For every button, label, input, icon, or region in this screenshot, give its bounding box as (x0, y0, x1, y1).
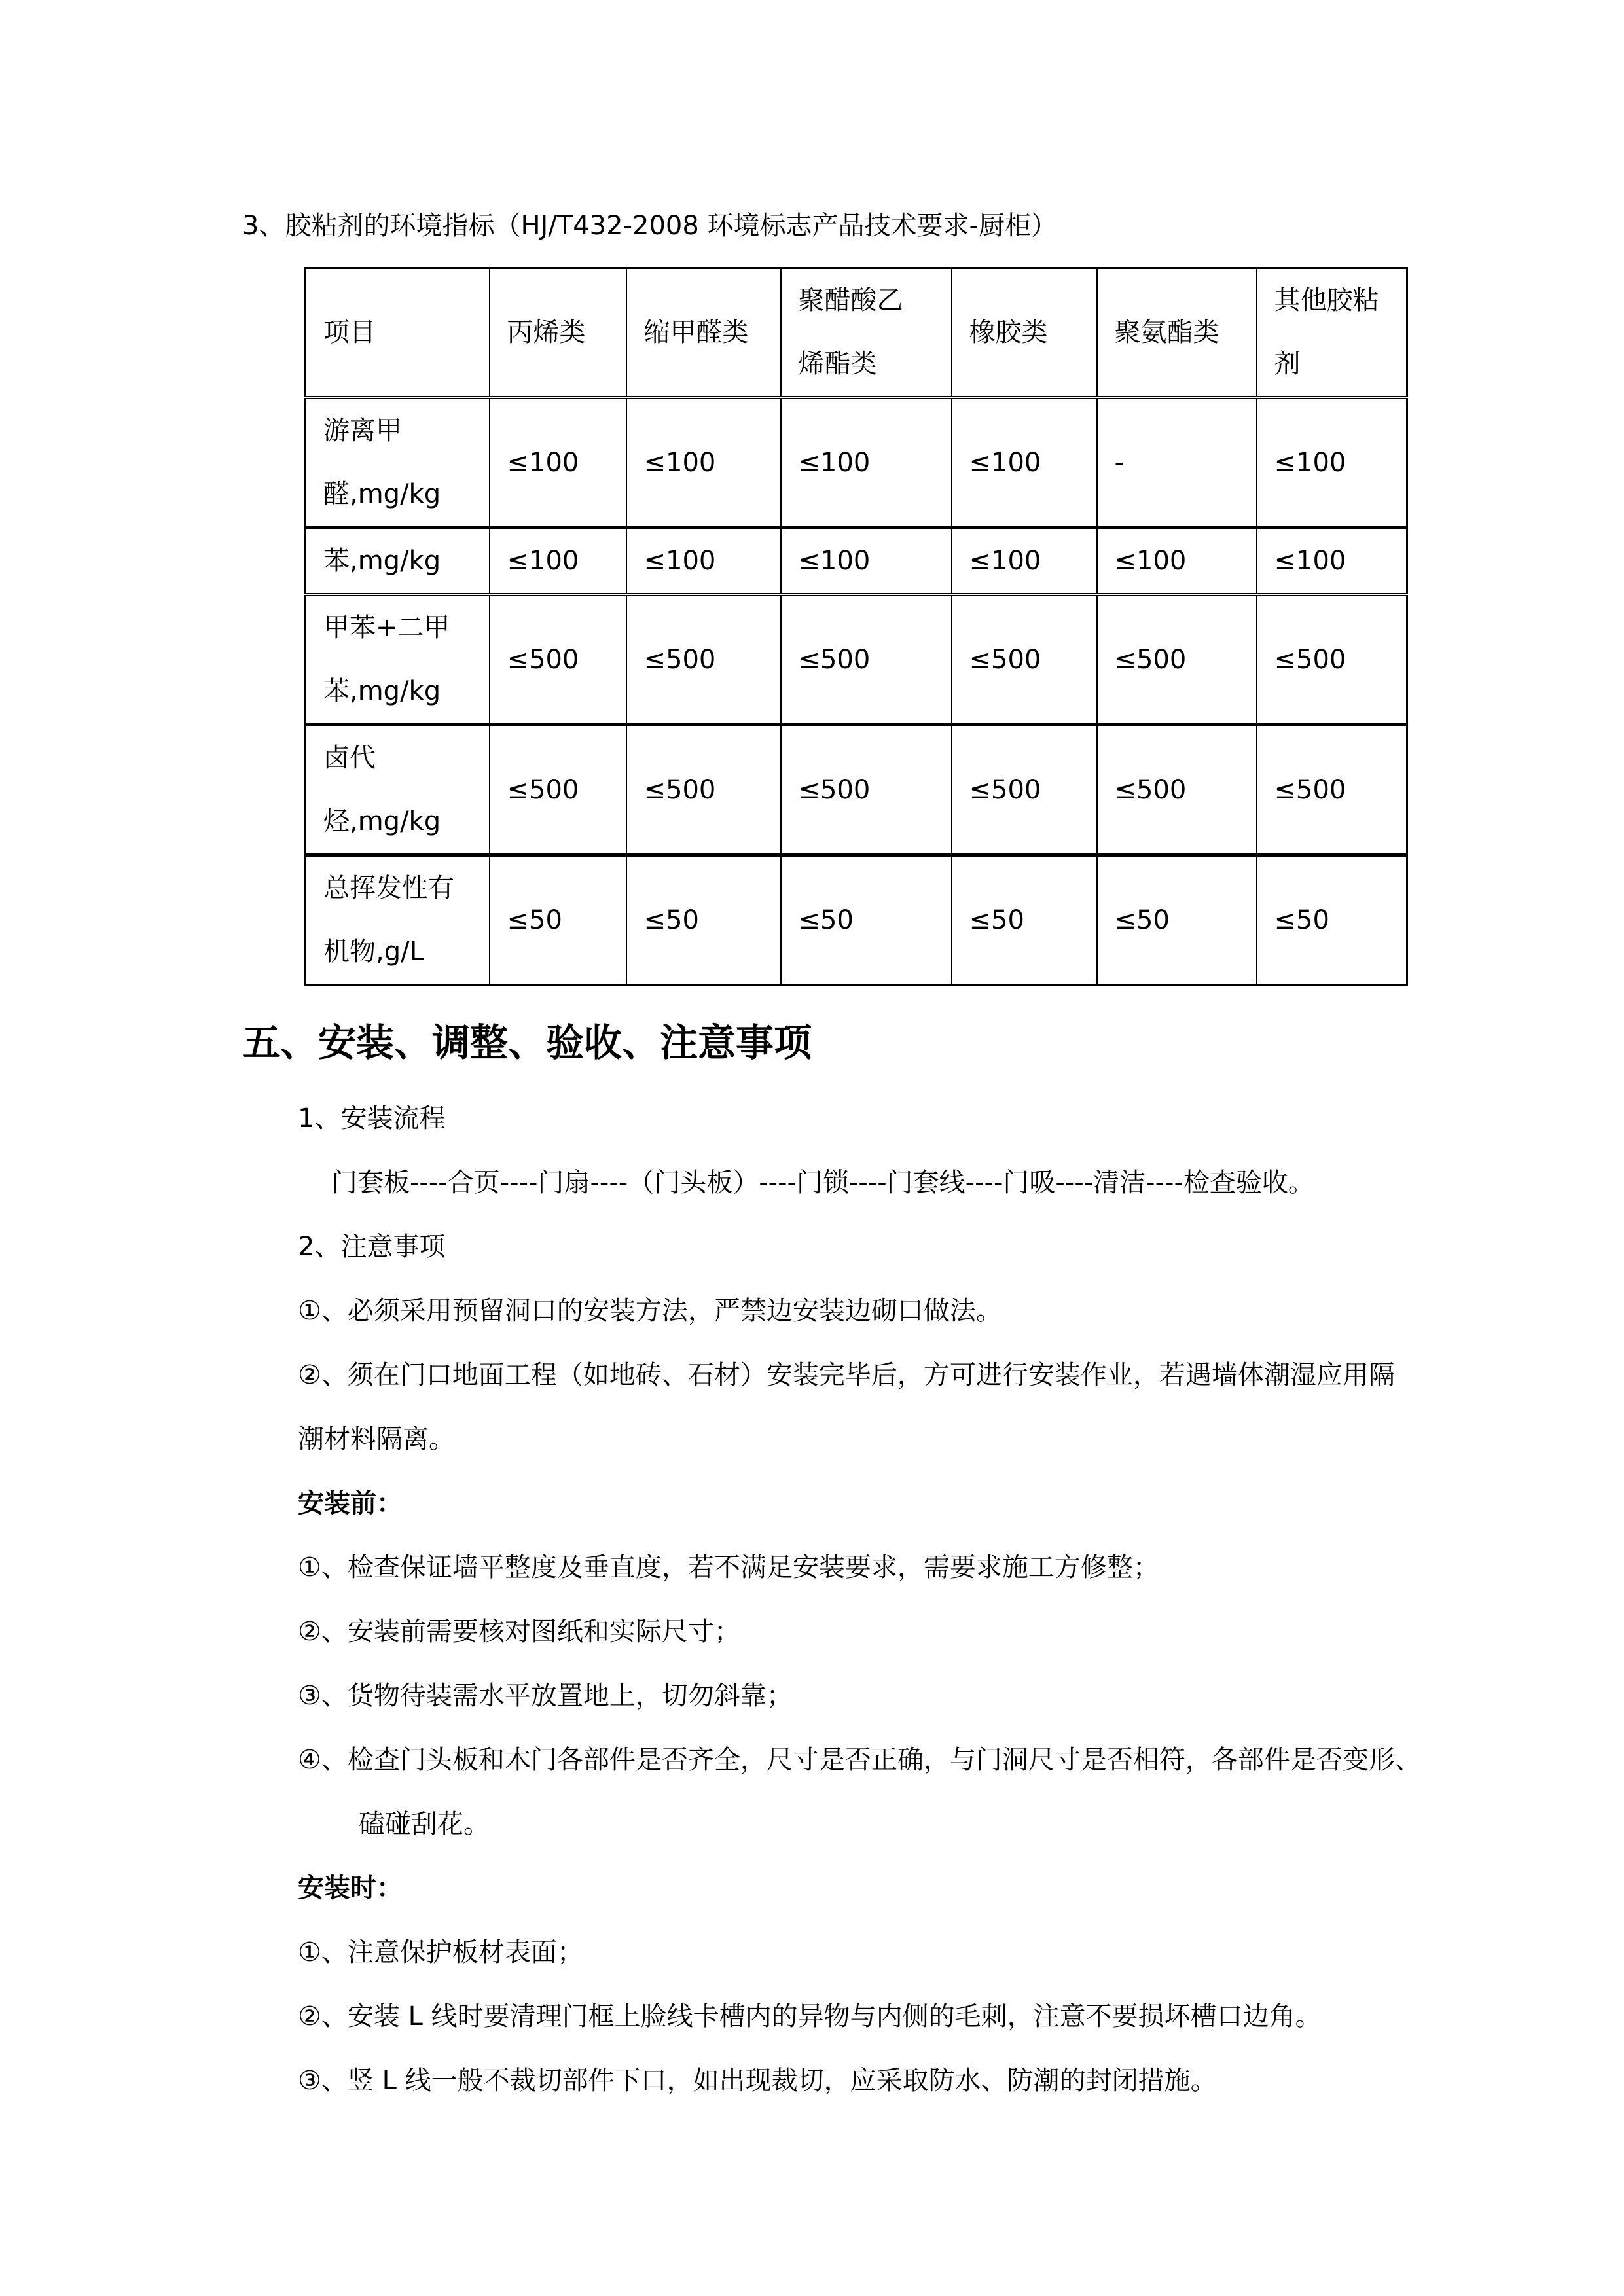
subheading: 安装前： (298, 1488, 403, 1518)
value-cell: ≤500 (1097, 725, 1257, 855)
value-cell: ≤100 (1257, 398, 1407, 528)
adhesive-table-header-cell (952, 268, 1097, 398)
adhesive-table-body (306, 398, 1407, 985)
table-row (306, 595, 1407, 725)
paragraph-line: ③、竖 L 线一般不裁切部件下口，如出现裁切，应采取防水、防潮的封闭措施。 (298, 2066, 1217, 2096)
adhesive-table-header-cell (1257, 268, 1407, 398)
value-cell: ≤500 (1257, 725, 1407, 855)
table-row (306, 398, 1407, 528)
item-cell-line: 苯,mg/kg (323, 546, 441, 576)
item-cell-line: 醛,mg/kg (323, 479, 441, 509)
value-cell: ≤50 (781, 855, 952, 985)
section-body (242, 1086, 1428, 2113)
value-cell: ≤100 (781, 398, 952, 528)
item-cell-line: 卤代 (323, 743, 376, 773)
value-cell: ≤100 (952, 398, 1097, 528)
paragraph-line: ①、必须采用预留洞口的安装方法，严禁边安装边砌口做法。 (298, 1296, 1002, 1326)
value-cell: ≤500 (490, 595, 626, 725)
value-cell: ≤100 (626, 398, 781, 528)
item-cell-line: 机物,g/L (323, 937, 424, 967)
adhesive-table-title: 3、胶粘剂的环境指标（HJ/T432-2008 环境标志产品技术要求-厨柜） (242, 211, 1057, 241)
paragraph-line: 磕碰刮花。 (359, 1809, 490, 1839)
item-cell-line: 游离甲 (323, 416, 402, 446)
value-cell: ≤500 (1097, 595, 1257, 725)
adhesive-table-header-cell (490, 268, 626, 398)
adhesive-table-header-cell (626, 268, 781, 398)
value-cell: ≤50 (952, 855, 1097, 985)
paragraph-line: ②、须在门口地面工程（如地砖、石材）安装完毕后，方可进行安装作业，若遇墙体潮湿应用隔 (298, 1360, 1395, 1390)
item-cell (306, 855, 490, 985)
paragraph-line: 1、安装流程 (298, 1103, 446, 1134)
value-cell: ≤500 (1257, 595, 1407, 725)
item-cell-line: 苯,mg/kg (323, 676, 441, 706)
value-cell: ≤100 (1097, 528, 1257, 595)
adhesive-table-header-cell (1097, 268, 1257, 398)
paragraph-line: 潮材料隔离。 (298, 1424, 455, 1454)
value-cell: ≤100 (781, 528, 952, 595)
header-cell-line: 其他胶粘 (1274, 285, 1379, 315)
value-cell: ≤50 (1097, 855, 1257, 985)
value-cell: ≤500 (781, 595, 952, 725)
item-cell (306, 595, 490, 725)
paragraph-line: ③、货物待装需水平放置地上，切勿斜靠； (298, 1681, 793, 1711)
table-row (306, 855, 1407, 985)
paragraph-line: 门套板----合页----门扇----（门头板）----门锁----门套线----门吸----清洁----检查验收。 (331, 1168, 1314, 1198)
value-cell: ≤500 (952, 595, 1097, 725)
value-cell: ≤100 (1257, 528, 1407, 595)
table-row (306, 725, 1407, 855)
paragraph-line: ②、安装前需要核对图纸和实际尺寸； (298, 1617, 740, 1647)
item-cell-line: 总挥发性有 (323, 873, 454, 903)
value-cell: ≤500 (626, 595, 781, 725)
value-cell: - (1097, 398, 1257, 528)
paragraph-line: 2、注意事项 (298, 1232, 446, 1262)
adhesive-table-header-row (306, 268, 1407, 398)
value-cell: ≤100 (626, 528, 781, 595)
value-cell: ≤100 (952, 528, 1097, 595)
header-cell-line: 烯酯类 (798, 349, 877, 379)
header-cell-line: 项目 (323, 317, 376, 348)
header-cell-line: 丙烯类 (507, 317, 586, 348)
table-row (306, 528, 1407, 595)
paragraph-line: ②、安装 L 线时要清理门框上脸线卡槽内的异物与内侧的毛刺，注意不要损坏槽口边角。 (298, 2001, 1322, 2032)
value-cell: ≤100 (490, 528, 626, 595)
header-cell-line: 剂 (1274, 349, 1301, 379)
header-cell-line: 聚氨酯类 (1114, 317, 1219, 348)
value-cell: ≤50 (490, 855, 626, 985)
paragraph-line: ④、检查门头板和木门各部件是否齐全，尺寸是否正确，与门洞尺寸是否相符，各部件是否变形、 (298, 1745, 1421, 1775)
adhesive-table-header-cell (781, 268, 952, 398)
value-cell: ≤500 (490, 725, 626, 855)
paragraph-line: ①、注意保护板材表面； (298, 1937, 583, 1967)
section-heading: 五、安装、调整、验收、注意事项 (242, 1020, 812, 1065)
item-cell-line: 烃,mg/kg (323, 806, 441, 836)
header-cell-line: 聚醋酸乙 (798, 285, 903, 315)
value-cell: ≤500 (952, 725, 1097, 855)
value-cell: ≤100 (490, 398, 626, 528)
item-cell-line: 甲苯+二甲 (323, 613, 450, 643)
item-cell (306, 725, 490, 855)
value-cell: ≤500 (781, 725, 952, 855)
header-cell-line: 橡胶类 (969, 317, 1048, 348)
adhesive-table-header-cell (306, 268, 490, 398)
value-cell: ≤50 (626, 855, 781, 985)
paragraph-line: ①、检查保证墙平整度及垂直度，若不满足安装要求，需要求施工方修整； (298, 1552, 1159, 1583)
adhesive-table (304, 267, 1408, 986)
subheading: 安装时： (298, 1873, 403, 1903)
item-cell (306, 398, 490, 528)
value-cell: ≤50 (1257, 855, 1407, 985)
item-cell (306, 528, 490, 595)
header-cell-line: 缩甲醛类 (643, 317, 749, 348)
value-cell: ≤500 (626, 725, 781, 855)
